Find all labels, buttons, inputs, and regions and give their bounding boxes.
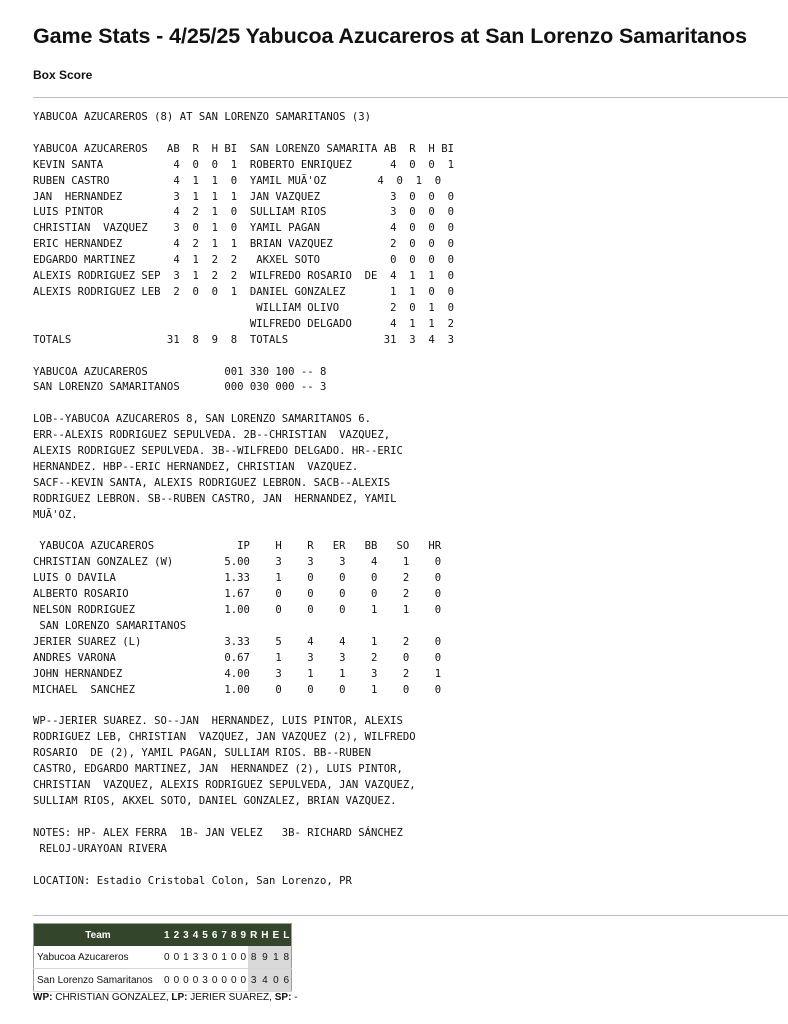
box-score-heading: Box Score [33,68,93,82]
sp-label: SP: [274,992,292,1003]
runs-total-cell: 3 [248,969,259,992]
bottom-divider [33,915,788,916]
inning-cell: 0 [229,946,239,969]
inning-cell: 0 [210,946,220,969]
page-title: Game Stats - 4/25/25 Yabucoa Azucareros at San Lorenzo Samaritanos [33,24,747,48]
inning-cell: 1 [181,946,191,969]
errors-total-cell: 0 [271,969,282,992]
table-row [34,969,292,992]
lob-total-cell: 6 [281,969,292,992]
team-column-header: Team [34,924,163,947]
hits-total-cell: 4 [259,969,270,992]
errors-header: E [271,924,282,947]
inning-cell: 0 [181,969,191,992]
linescore-header-row [34,924,292,947]
inning-5-header: 5 [200,924,210,947]
inning-cell: 0 [210,969,220,992]
inning-cell: 3 [191,946,201,969]
sp-value: - [294,992,298,1003]
lob-total-cell: 8 [281,946,292,969]
errors-total-cell: 1 [271,946,282,969]
inning-cell: 0 [239,946,249,969]
inning-8-header: 8 [229,924,239,947]
inning-cell: 0 [239,969,249,992]
inning-6-header: 6 [210,924,220,947]
box-score-text: YABUCOA AZUCAREROS (8) AT SAN LORENZO SAMARITANOS (3) YABUCOA AZUCAREROS AB R H BI SAN LORENZO SAMARITA AB R H BI KEVIN SANTA 4 0 0 1 ROBERTO ENRIQUEZ 4 0 0 1 RUBEN CASTRO 4 1 1 0 YAMIL MUÃ'OZ 4 0 1 0 JAN HERNANDEZ 3 1 1 1 JAN VAZQUEZ 3 0 0 0 LUIS PINTOR 4 2 1 0 SULLIAM RIOS 3 0 0 0 CHRISTIAN VAZQUEZ 3 0 1 0 YAMIL PAGAN 4 0 0 0 ERIC HERNANDEZ 4 2 1 1 BRIAN VAZQUEZ 2 0 0 0 EDGARDO MARTINEZ 4 1 2 2 AKXEL SOTO 0 0 0 0 ALEXIS RODRIGUEZ SEP 3 1 2 2 WILFREDO ROSARIO DE 4 1 1 0 ALEXIS RODRIGUEZ LEB 2 0 0 1 DANIEL GONZALEZ 1 1 0 0 WILLIAM OLIVO 2 0 1 0 WILFREDO DELGADO 4 1 1 2 TOTALS 31 8 9 8 TOTALS 31 3 4 3 YABUCOA AZUCAREROS 001 330 100 -- 8 SAN LORENZO SAMARITANOS 000 030 000 -- 3 LOB--YABUCOA AZUCAREROS 8, SAN LORENZO SAMARITANOS 6. ERR--ALEXIS RODRIGUEZ SEPULVEDA. 2B--CHRISTIAN VAZQUEZ, ALEXIS RODRIGUEZ SEPULVEDA. 3B--WILFREDO DELGADO. HR--ERIC HERNANDEZ. HBP--ERIC HERNANDEZ, CHRISTIAN VAZQUEZ. SACF--KEVIN SANTA, ALEXIS RODRIGUEZ LEBRON. SACB--ALEXIS RODRIGUEZ LEBRON. SB--RUBEN CASTRO, JAN HERNANDEZ, YAMIL MUÃ'OZ. YABUCOA AZUCAREROS IP H R ER BB SO HR CHRISTIAN GONZALEZ (W) 5.00 3 3 3 4 1 0 LUIS O DAVILA 1.33 1 0 0 0 2 0 ALBERTO ROSARIO 1.67 0 0 0 0 2 0 NELSON RODRIGUEZ 1.00 0 0 0 1 1 0 SAN LORENZO SAMARITANOS JERIER SUAREZ (L) 3.33 5 4 4 1 2 0 ANDRES VARONA 0.67 1 3 3 2 0 0 JOHN HERNANDEZ 4.00 3 1 1 3 2 1 MICHAEL SANCHEZ 1.00 0 0 0 1 0 0 WP--JERIER SUAREZ. SO--JAN HERNANDEZ, LUIS PINTOR, ALEXIS RODRIGUEZ LEB, CHRISTIAN VAZQUEZ, JAN VAZQUEZ (2), WILFREDO ROSARIO DE (2), YAMIL PAGAN, SULLIAM RIOS. BB--RUBEN CASTRO, EDGARDO MARTINEZ, JAN HERNANDEZ (2), LUIS PINTOR, CHRISTIAN VAZQUEZ, ALEXIS RODRIGUEZ SEPULVEDA, JAN VAZQUEZ, SULLIAM RIOS, AKXEL SOTO, DANIEL GONZALEZ, BRIAN VAZQUEZ. NOTES: HP- ALEX FERRA 1B- JAN VELEZ 3B- RICHARD SÁNCHEZ RELOJ-URAYOAN RIVERA LOCATION: Estadio Cristobal Colon, San Lorenzo, PR [33,111,454,887]
inning-cell: 1 [219,946,229,969]
inning-cell: 0 [229,969,239,992]
inning-cell: 0 [191,969,201,992]
lp-label: LP: [171,992,188,1003]
inning-cell: 0 [219,969,229,992]
hits-header: H [259,924,270,947]
hits-total-cell: 9 [259,946,270,969]
top-divider [33,97,788,98]
team-name-cell: Yabucoa Azucareros [34,946,163,969]
lob-header: L [281,924,292,947]
inning-cell: 0 [162,969,172,992]
lp-value: JERIER SUAREZ [190,992,270,1003]
runs-total-cell: 8 [248,946,259,969]
inning-3-header: 3 [181,924,191,947]
inning-1-header: 1 [162,924,172,947]
table-row [34,946,292,969]
wp-label: WP: [33,992,53,1003]
inning-2-header: 2 [172,924,182,947]
inning-cell: 0 [172,969,182,992]
inning-7-header: 7 [219,924,229,947]
wp-value: CHRISTIAN GONZALEZ [55,992,166,1003]
inning-4-header: 4 [191,924,201,947]
inning-cell: 3 [200,946,210,969]
inning-cell: 0 [172,946,182,969]
inning-cell: 3 [200,969,210,992]
linescore-table [33,923,292,992]
pitching-decisions: WP: CHRISTIAN GONZALEZ, LP: JERIER SUAREZ, SP: - [33,992,298,1003]
team-name-cell: San Lorenzo Samaritanos [34,969,163,992]
runs-header: R [248,924,259,947]
inning-cell: 0 [162,946,172,969]
inning-9-header: 9 [239,924,249,947]
